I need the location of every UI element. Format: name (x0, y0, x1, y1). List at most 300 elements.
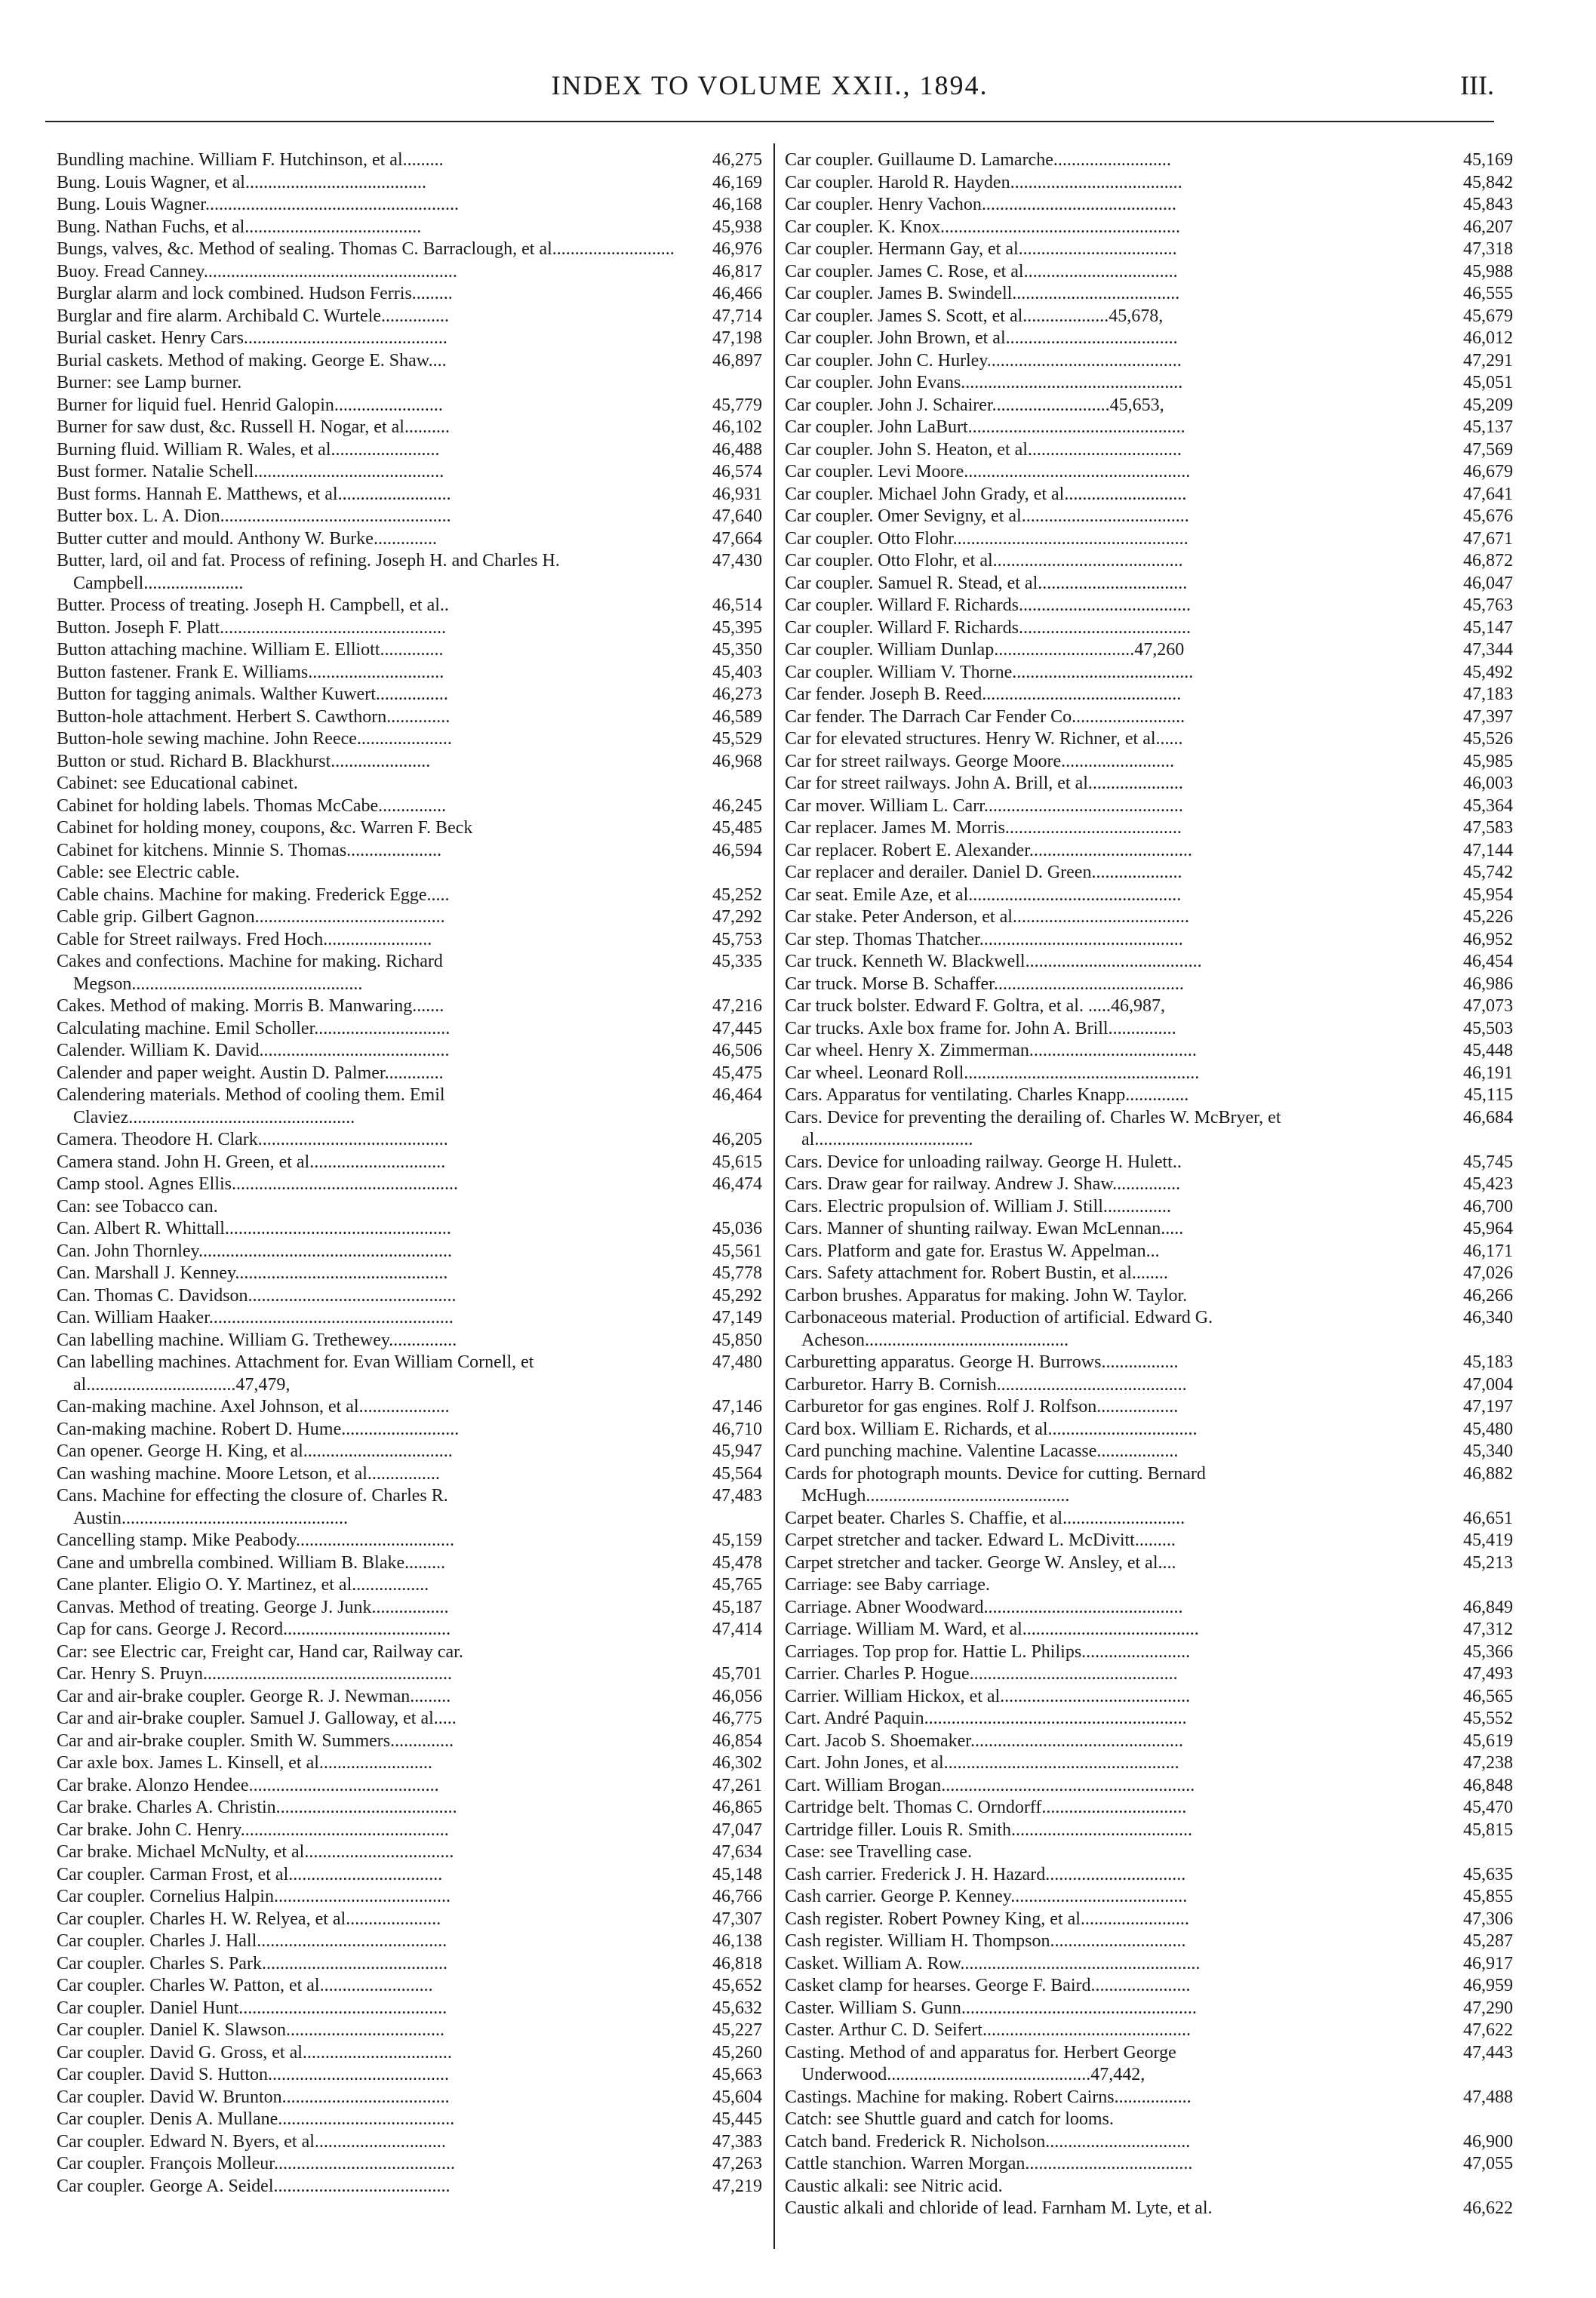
entry-number: 45,448 (1463, 1041, 1513, 1060)
index-entry (57, 2153, 762, 2176)
index-entry (785, 1530, 1513, 1552)
index-entry (785, 639, 1513, 662)
entry-number: 47,622 (1463, 2020, 1513, 2040)
entry-number: 46,245 (712, 795, 762, 816)
entry-text: Can. William Haaker...................................................... (57, 1308, 454, 1327)
entry-number: 45,395 (712, 617, 762, 638)
entry-text: Car coupler. John Brown, et al...................................... (785, 328, 1178, 348)
entry-text: Car coupler. John LaBurt................................................ (785, 417, 1185, 437)
index-entry (57, 1574, 762, 1597)
entry-text: Cars. Electric propulsion of. William J. Still............... (785, 1196, 1171, 1217)
entry-text: Car coupler. Henry Vachon........................................... (785, 195, 1176, 214)
index-entry (785, 149, 1513, 172)
index-entry (57, 217, 762, 239)
entry-text: Camera stand. John H. Green, et al.............................. (57, 1152, 446, 1172)
entry-text: Car coupler. Otto Flohr.................................................... (785, 528, 1189, 549)
index-entry (57, 1241, 762, 1263)
entry-text: Catch band. Frederick R. Nicholson................................ (785, 2131, 1191, 2152)
index-entry (57, 1886, 762, 1909)
page-title: INDEX TO VOLUME XXII., 1894. (551, 70, 989, 100)
index-entry (57, 2109, 762, 2131)
entry-number: 45,843 (1463, 195, 1513, 214)
index-entry (785, 2087, 1513, 2109)
entry-text: Car coupler. Samuel R. Stead, et al................................. (785, 573, 1188, 593)
index-entry (785, 974, 1513, 996)
entry-text: Cars. Platform and gate for. Erastus W. Appelman... (785, 1241, 1160, 1261)
index-entry (57, 1285, 762, 1308)
entry-number: 45,778 (712, 1263, 762, 1283)
entry-number: 46,818 (712, 1953, 762, 1973)
entry-number: 45,564 (712, 1463, 762, 1484)
index-entry (785, 1084, 1513, 1107)
entry-text: Can. Thomas C. Davidson.............................................. (57, 1285, 457, 1306)
entry-text: Cane planter. Eligio O. Y. Martinez, et al................. (57, 1575, 429, 1595)
entry-text: Car coupler. Charles J. Hall.......................................... (57, 1931, 447, 1951)
entry-text: Cars. Device for preventing the derailing of. Charles W. McBryer, et al................................... (785, 1107, 1281, 1149)
entry-number: 47,026 (1463, 1263, 1513, 1283)
index-entry (57, 728, 762, 751)
entry-text: Cabinet for kitchens. Minnie S. Thomas..................... (57, 840, 442, 860)
entry-text: Carbonaceous material. Production of artificial. Edward G. Acheson............................................. (785, 1308, 1213, 1350)
index-entry (785, 995, 1513, 1018)
entry-number: 46,171 (1463, 1241, 1513, 1261)
entry-number: 45,985 (1463, 751, 1513, 771)
entry-text: Car and air-brake coupler. Samuel J. Galloway, et al..... (57, 1709, 457, 1728)
entry-number: 46,466 (712, 284, 762, 303)
entry-text: Car coupler. David G. Gross, et al................................. (57, 2042, 452, 2063)
index-column-right (785, 149, 1513, 2220)
entry-text: Caster. William S. Gunn.................................................... (785, 1998, 1197, 2018)
index-entry (57, 662, 762, 684)
entry-text: Car coupler. John C. Hurley........................................... (785, 350, 1182, 371)
index-entry (785, 706, 1513, 729)
entry-number: 46,882 (1463, 1463, 1513, 1484)
entry-text: Car coupler. Omer Sevigny, et al..................................... (785, 506, 1189, 526)
index-entry (785, 1663, 1513, 1686)
entry-text: Cart. John Jones, et al.................................................... (785, 1753, 1179, 1773)
entry-text: Burial caskets. Method of making. George E. Shaw.... (57, 350, 447, 371)
entry-text: Carpet beater. Charles S. Chaffie, et al........................... (785, 1508, 1185, 1528)
entry-text: Casket. William A. Row..................................................... (785, 1953, 1201, 1973)
entry-number: 45,148 (712, 1864, 762, 1884)
index-entry (57, 617, 762, 640)
entry-text: Calendering materials. Method of cooling them. Emil Claviez.................................................. (57, 1085, 445, 1127)
entry-text: Car trucks. Axle box frame for. John A. Brill............... (785, 1018, 1176, 1038)
entry-number: 47,149 (712, 1308, 762, 1327)
entry-text: Can: see Tobacco can. (57, 1196, 218, 1217)
index-entry (785, 1263, 1513, 1285)
index-entry (57, 1441, 762, 1463)
index-entry (57, 1307, 762, 1330)
entry-text: Cars. Device for unloading railway. George H. Hulett.. (785, 1152, 1182, 1172)
index-entry (57, 1619, 762, 1641)
entry-text: Car: see Electric car, Freight car, Hand car, Railway car. (57, 1641, 463, 1662)
entry-number: 46,589 (712, 706, 762, 727)
entry-text: Burial casket. Henry Cars............................................. (57, 328, 447, 348)
index-entry (57, 1909, 762, 1931)
entry-text: Buoy. Fread Canney........................................................ (57, 261, 457, 281)
entry-number: 46,710 (712, 1419, 762, 1439)
entry-text: Castings. Machine for making. Robert Cairns................. (785, 2087, 1192, 2107)
entry-text: Can. Marshall J. Kenney............................................... (57, 1263, 448, 1283)
index-entry (57, 1330, 762, 1352)
index-entry (57, 1953, 762, 1976)
index-entry (57, 1040, 762, 1063)
entry-number: 45,213 (1463, 1552, 1513, 1573)
entry-text: Burner for saw dust, &c. Russell H. Nogar, et al.......... (57, 417, 450, 437)
entry-number: 45,701 (712, 1664, 762, 1684)
index-entry (57, 1018, 762, 1041)
index-entry (785, 2042, 1513, 2087)
index-entry (785, 2020, 1513, 2042)
entry-number: 45,475 (712, 1063, 762, 1083)
index-entry (57, 1174, 762, 1196)
entry-text: Car wheel. Leonard Roll.................................................... (785, 1063, 1200, 1083)
entry-text: Cakes and confections. Machine for making. Richard Megson................................................... (57, 952, 443, 994)
entry-number: 46,952 (1463, 929, 1513, 949)
entry-number: 45,632 (712, 1998, 762, 2018)
index-entry (57, 2176, 762, 2198)
entry-number: 45,187 (712, 1597, 762, 1617)
entry-number: 46,464 (712, 1085, 762, 1105)
entry-number: 46,917 (1463, 1953, 1513, 1973)
entry-text: Button-hole attachment. Herbert S. Cawthorn.............. (57, 706, 451, 727)
entry-text: Carriage. William M. Ward, et al....................................... (785, 1620, 1199, 1639)
entry-number: 45,763 (1463, 595, 1513, 615)
entry-text: Calender. William K. David.......................................... (57, 1041, 450, 1060)
entry-number: 45,137 (1463, 417, 1513, 437)
entry-number: 46,651 (1463, 1508, 1513, 1528)
entry-number: 47,306 (1463, 1909, 1513, 1929)
entry-number: 47,569 (1463, 439, 1513, 460)
entry-number: 45,403 (712, 662, 762, 682)
index-entry (785, 684, 1513, 706)
entry-number: 47,183 (1463, 684, 1513, 704)
index-entry (785, 238, 1513, 261)
index-entry (57, 417, 762, 439)
entry-text: Can-making machine. Axel Johnson, et al.................... (57, 1397, 450, 1417)
entry-text: Casket clamp for hearses. George F. Baird...................... (785, 1976, 1191, 1995)
index-entry (785, 1241, 1513, 1263)
index-entry (785, 884, 1513, 907)
index-entry (785, 751, 1513, 774)
index-entry (785, 1152, 1513, 1174)
index-entry (57, 461, 762, 484)
entry-number: 45,529 (712, 729, 762, 749)
index-entry (785, 817, 1513, 840)
entry-number: 45,815 (1463, 1820, 1513, 1840)
index-entry (57, 929, 762, 952)
index-entry (57, 951, 762, 995)
entry-number: 46,168 (712, 195, 762, 214)
entry-text: Cakes. Method of making. Morris B. Manwaring....... (57, 996, 444, 1016)
index-entry (57, 1864, 762, 1887)
entry-text: Casting. Method of and apparatus for. Herbert George Underwood.............................................47,442, (785, 2042, 1176, 2084)
entry-number: 46,872 (1463, 551, 1513, 571)
index-entry (785, 1953, 1513, 1976)
entry-text: Cars. Apparatus for ventilating. Charles Knapp.............. (785, 1085, 1189, 1105)
entry-text: Car coupler. James C. Rose, et al.................................. (785, 261, 1178, 281)
entry-number: 45,492 (1463, 662, 1513, 682)
index-entry (785, 1463, 1513, 1508)
index-entry (785, 417, 1513, 439)
entry-number: 45,366 (1463, 1641, 1513, 1662)
entry-text: Cap for cans. George J. Record..................................... (57, 1620, 451, 1639)
entry-text: Button fastener. Frank E. Williams.............................. (57, 662, 444, 682)
index-entry (785, 1998, 1513, 2020)
index-entry (785, 217, 1513, 239)
index-entry (785, 1797, 1513, 1820)
entry-text: Bung. Nathan Fuchs, et al....................................... (57, 217, 422, 237)
entry-number: 47,261 (712, 1775, 762, 1795)
entry-text: Cash register. William H. Thompson.............................. (785, 1931, 1186, 1951)
entry-number: 45,350 (712, 640, 762, 660)
entry-text: Car replacer and derailer. Daniel D. Green.................... (785, 863, 1182, 882)
entry-number: 45,679 (1463, 306, 1513, 326)
entry-number: 45,663 (712, 2065, 762, 2084)
entry-text: Cash carrier. Frederick J. H. Hazard............................... (785, 1864, 1186, 1884)
entry-text: Can washing machine. Moore Letson, et al................ (57, 1463, 440, 1484)
index-entry (785, 795, 1513, 818)
entry-text: Cartridge filler. Louis R. Smith........................................ (785, 1820, 1192, 1840)
entry-text: Cattle stanchion. Warren Morgan..................................... (785, 2154, 1193, 2173)
entry-text: Cart. André Paquin.......................................................... (785, 1709, 1187, 1728)
index-entry (785, 1841, 1513, 1864)
index-entry (57, 395, 762, 417)
entry-text: Cable: see Electric cable. (57, 863, 240, 882)
entry-number: 46,003 (1463, 774, 1513, 793)
entry-number: 47,198 (712, 328, 762, 348)
entry-number: 47,641 (1463, 484, 1513, 504)
entry-text: Caster. Arthur C. D. Seifert.............................................. (785, 2020, 1191, 2040)
entry-number: 45,938 (712, 217, 762, 237)
entry-text: Car and air-brake coupler. George R. J. Newman......... (57, 1686, 451, 1706)
index-entry (785, 461, 1513, 484)
entry-number: 46,986 (1463, 974, 1513, 994)
entry-number: 47,291 (1463, 350, 1513, 371)
entry-number: 47,445 (712, 1018, 762, 1038)
entry-text: Butter. Process of treating. Joseph H. Campbell, et al.. (57, 595, 449, 615)
header-rule (45, 121, 1494, 122)
entry-number: 47,144 (1463, 840, 1513, 860)
index-entry (57, 906, 762, 929)
entry-number: 45,615 (712, 1152, 762, 1172)
entry-text: Car coupler. Levi Moore.................................................. (785, 462, 1191, 481)
index-entry (785, 1619, 1513, 1641)
entry-number: 45,988 (1463, 261, 1513, 281)
entry-text: Cart. William Brogan........................................................ (785, 1775, 1195, 1795)
index-entry (785, 2176, 1513, 2198)
entry-text: Carriages. Top prop for. Hattie L. Philips........................ (785, 1641, 1191, 1662)
entry-text: Car brake. John C. Henry.............................................. (57, 1820, 449, 1840)
entry-number: 46,854 (712, 1730, 762, 1751)
entry-number: 46,968 (712, 751, 762, 771)
entry-number: 47,480 (712, 1352, 762, 1372)
index-entry (785, 1864, 1513, 1887)
entry-number: 45,335 (712, 952, 762, 971)
entry-text: Car stake. Peter Anderson, et al....................................... (785, 907, 1189, 927)
entry-number: 47,263 (712, 2154, 762, 2173)
entry-text: Car brake. Michael McNulty, et al................................. (57, 1842, 454, 1862)
index-entry (785, 1508, 1513, 1530)
entry-text: Cards for photograph mounts. Device for cutting. Bernard McHugh............................................. (785, 1463, 1206, 1506)
index-column-left (57, 149, 762, 2198)
index-entry (57, 1063, 762, 1085)
index-entry (785, 1174, 1513, 1196)
entry-number: 45,485 (712, 818, 762, 838)
index-entry (785, 617, 1513, 640)
index-entry (785, 550, 1513, 573)
index-entry (57, 1263, 762, 1285)
entry-number: 46,302 (712, 1753, 762, 1773)
entry-text: Car for street railways. George Moore......................... (785, 751, 1175, 771)
entry-number: 45,964 (1463, 1219, 1513, 1238)
index-entry (57, 884, 762, 907)
index-entry (785, 261, 1513, 284)
entry-number: 46,266 (1463, 1285, 1513, 1306)
entry-text: Car fender. The Darrach Car Fender Co......................... (785, 706, 1185, 727)
entry-number: 45,850 (712, 1330, 762, 1350)
entry-number: 46,454 (1463, 952, 1513, 971)
entry-number: 45,209 (1463, 395, 1513, 415)
index-entry (57, 1129, 762, 1152)
entry-number: 46,594 (712, 840, 762, 860)
entry-text: Bundling machine. William F. Hutchinson, et al......... (57, 150, 444, 170)
entry-number: 46,102 (712, 417, 762, 437)
index-entry (57, 1730, 762, 1753)
index-entry (785, 773, 1513, 795)
entry-text: Cash register. Robert Powney King, et al........................ (785, 1909, 1189, 1929)
entry-number: 46,506 (712, 1041, 762, 1060)
column-divider (773, 143, 775, 2249)
entry-number: 46,205 (712, 1130, 762, 1149)
entry-number: 47,488 (1463, 2087, 1513, 2107)
entry-text: Car coupler. William Dunlap...............................47,260 (785, 640, 1185, 660)
entry-text: Car brake. Charles A. Christin........................................ (57, 1798, 457, 1817)
entry-text: Car coupler. Guillaume D. Lamarche.......................... (785, 150, 1171, 170)
entry-number: 46,848 (1463, 1775, 1513, 1795)
index-entry (785, 1597, 1513, 1620)
index-entry (57, 1218, 762, 1241)
entry-text: Cars. Draw gear for railway. Andrew J. Shaw............... (785, 1174, 1181, 1194)
entry-number: 45,226 (1463, 907, 1513, 927)
entry-number: 46,565 (1463, 1686, 1513, 1706)
index-entry (57, 1196, 762, 1219)
entry-number: 46,817 (712, 261, 762, 281)
entry-number: 46,684 (1463, 1107, 1513, 1127)
entry-number: 47,307 (712, 1909, 762, 1929)
entry-number: 45,169 (1463, 150, 1513, 170)
entry-number: 45,652 (712, 1976, 762, 1995)
entry-number: 45,855 (1463, 1887, 1513, 1906)
entry-text: Car wheel. Henry X. Zimmerman..................................... (785, 1041, 1197, 1060)
entry-text: Burglar and fire alarm. Archibald C. Wurtele............... (57, 306, 450, 326)
index-entry (785, 728, 1513, 751)
index-entry (785, 1040, 1513, 1063)
page-header (45, 54, 1494, 107)
index-entry (785, 194, 1513, 217)
index-entry (785, 1307, 1513, 1352)
entry-number: 45,445 (712, 2109, 762, 2129)
entry-number: 45,115 (1463, 1085, 1513, 1105)
index-entry (57, 506, 762, 528)
entry-text: Caustic alkali: see Nitric acid. (785, 2176, 1003, 2196)
entry-text: Carrier. William Hickox, et al.......................................... (785, 1686, 1191, 1706)
entry-text: Cabinet: see Educational cabinet. (57, 774, 298, 793)
entry-number: 46,207 (1463, 217, 1513, 237)
entry-text: Car coupler. Edward N. Byers, et al............................. (57, 2131, 446, 2152)
index-entry (785, 2198, 1513, 2220)
entry-text: Cable for Street railways. Fred Hoch........................ (57, 929, 432, 949)
entry-text: Cans. Machine for effecting the closure of. Charles R. Austin.................................................. (57, 1486, 448, 1528)
entry-number: 47,664 (712, 528, 762, 549)
entry-text: Can. Albert R. Whittall.................................................. (57, 1219, 451, 1238)
entry-number: 45,842 (1463, 172, 1513, 192)
entry-text: Cable grip. Gilbert Gagnon.......................................... (57, 907, 445, 927)
index-entry (785, 283, 1513, 306)
entry-text: Car coupler. François Molleur........................................ (57, 2154, 455, 2173)
entry-number: 45,753 (712, 929, 762, 949)
entry-text: Case: see Travelling case. (785, 1842, 972, 1862)
index-entry (785, 951, 1513, 974)
entry-text: Car truck. Morse B. Schaffer.......................................... (785, 974, 1184, 994)
index-entry (57, 261, 762, 284)
index-entry (785, 1886, 1513, 1909)
entry-number: 45,364 (1463, 795, 1513, 816)
entry-number: 45,252 (712, 884, 762, 905)
index-entry (57, 795, 762, 818)
entry-text: Bungs, valves, &c. Method of sealing. Thomas C. Barraclough, et al........................... (57, 239, 675, 259)
entry-number: 45,947 (712, 1441, 762, 1461)
entry-number: 45,480 (1463, 1419, 1513, 1439)
entry-number: 47,671 (1463, 528, 1513, 549)
entry-number: 45,036 (712, 1219, 762, 1238)
entry-number: 46,976 (712, 239, 762, 259)
entry-text: Canvas. Method of treating. George J. Junk................. (57, 1597, 449, 1617)
entry-number: 47,640 (712, 506, 762, 526)
entry-number: 47,312 (1463, 1620, 1513, 1639)
entry-text: Cabinet for holding labels. Thomas McCabe............... (57, 795, 447, 816)
entry-text: Calculating machine. Emil Scholler.............................. (57, 1018, 451, 1038)
entry-number: 46,191 (1463, 1063, 1513, 1083)
entry-text: Can labelling machine. William G. Trethewey............... (57, 1330, 457, 1350)
entry-text: Car truck bolster. Edward F. Goltra, et al. .....46,987, (785, 996, 1165, 1016)
entry-text: Calender and paper weight. Austin D. Palmer............. (57, 1063, 444, 1083)
index-entry (57, 1975, 762, 1998)
entry-number: 47,238 (1463, 1753, 1513, 1773)
index-entry (785, 172, 1513, 195)
entry-text: Car mover. William L. Carr............................................ (785, 795, 1183, 816)
index-entry (57, 2020, 762, 2042)
entry-text: Car coupler. James S. Scott, et al...................45,678, (785, 306, 1164, 326)
entry-number: 47,634 (712, 1842, 762, 1862)
entry-text: Car coupler. John J. Schairer..........................45,653, (785, 395, 1164, 415)
index-entry (57, 484, 762, 506)
entry-text: Bust forms. Hannah E. Matthews, et al......................... (57, 484, 451, 504)
entry-number: 46,488 (712, 439, 762, 460)
index-entry (785, 906, 1513, 929)
index-entry (57, 862, 762, 884)
entry-number: 46,897 (712, 350, 762, 371)
entry-text: Cars. Manner of shunting railway. Ewan McLennan..... (785, 1219, 1184, 1238)
index-entry (57, 639, 762, 662)
index-entry (57, 2042, 762, 2065)
entry-number: 47,055 (1463, 2154, 1513, 2173)
index-entry (785, 1018, 1513, 1041)
index-entry (57, 1552, 762, 1575)
entry-text: Car coupler. K. Knox..................................................... (785, 217, 1180, 237)
entry-text: Cancelling stamp. Mike Peabody................................... (57, 1530, 455, 1550)
